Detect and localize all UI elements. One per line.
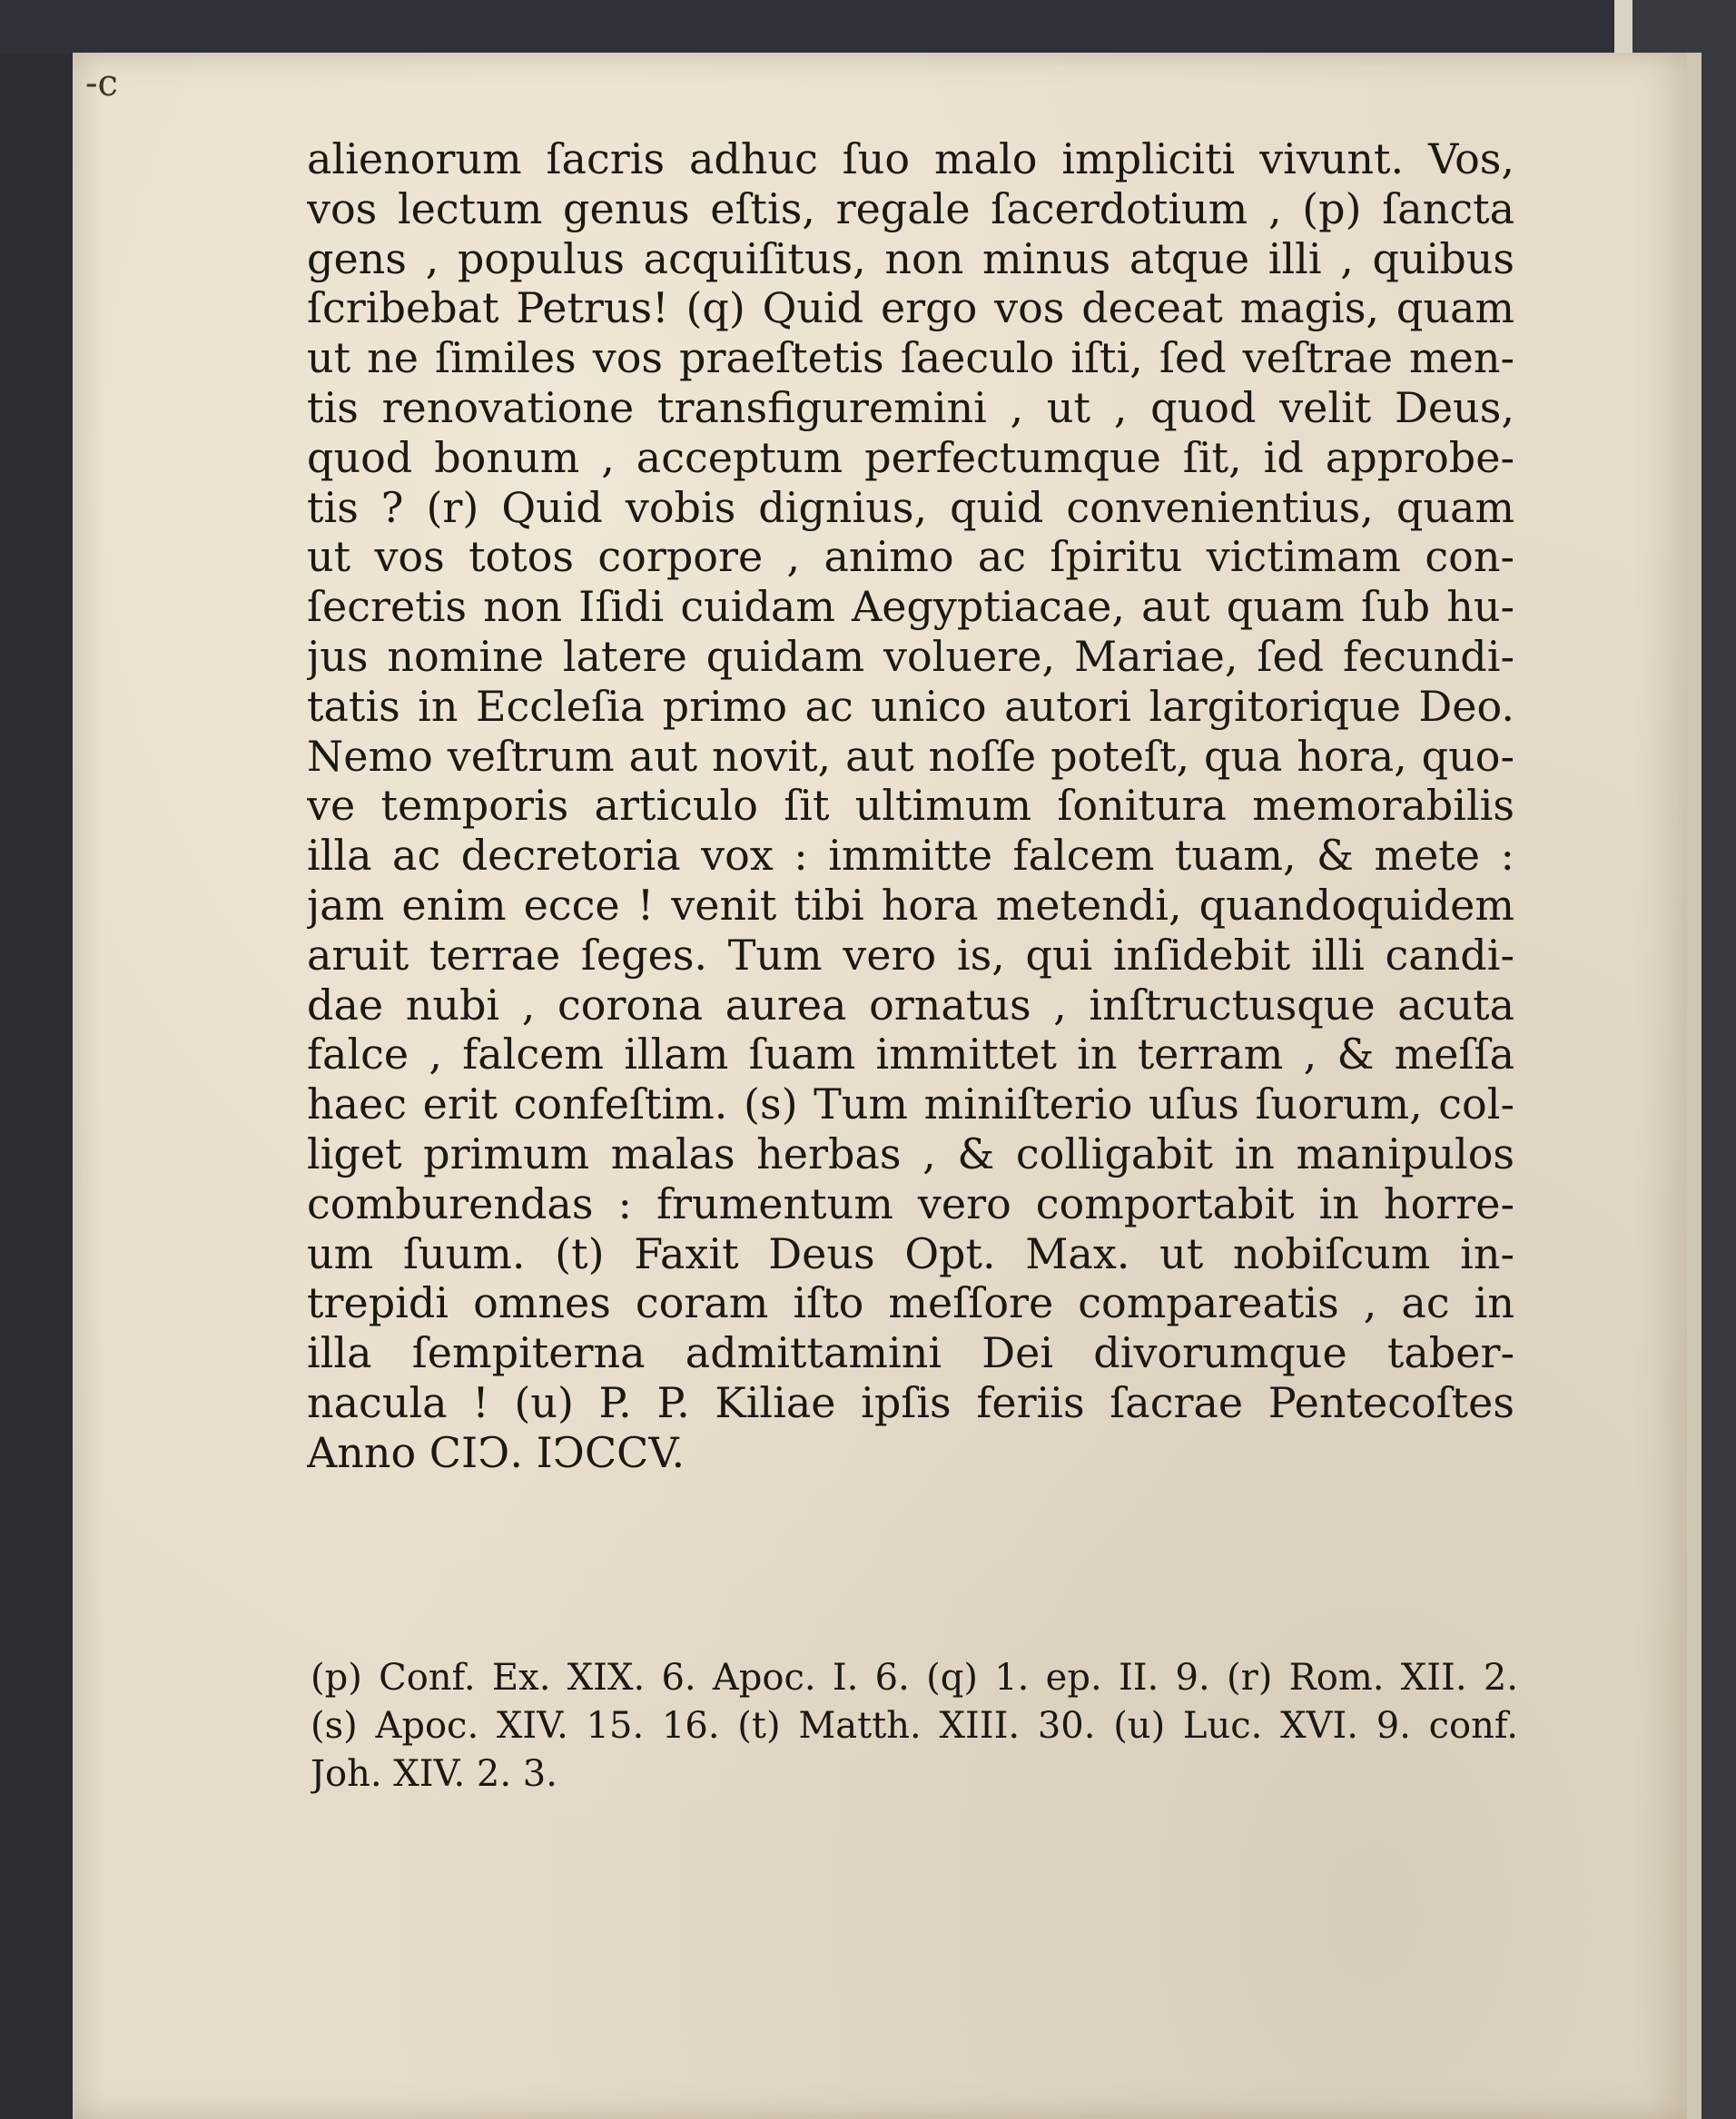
text-line-date: Anno CIↃ. IↃCCV.: [307, 1427, 686, 1477]
text-line: tis renovatione transfiguremini , ut , quod velit Deus,: [307, 382, 1514, 432]
text-line: tis ? (r) Quid vobis dignius, quid convenientius, quam: [307, 482, 1514, 532]
text-line: ut vos totos corpore , animo ac ſpiritu victimam con-: [307, 532, 1514, 582]
text-line: quod bonum , acceptum perfectumque ſit, id approbe-: [307, 432, 1514, 482]
footnote-line: Joh. XIV. 2. 3.: [311, 1753, 557, 1795]
text-line: illa ſempiterna admittamini Dei divorumque taber-: [307, 1328, 1514, 1378]
text-line: Nemo veſtrum aut novit, aut noſſe poteſt, qua hora, quo-: [307, 731, 1514, 781]
text-line: tatis in Eccleſia primo ac unico autori largitorique Deo.: [307, 681, 1514, 731]
text-line: alienorum ſacris adhuc ſuo malo impliciti vivunt. Vos,: [307, 134, 1514, 183]
text-line: aruit terrae ſeges. Tum vero is, qui inſidebit illi candi-: [307, 930, 1514, 980]
text-line: um ſuum. (t) Faxit Deus Opt. Max. ut nobiſcum in-: [307, 1228, 1514, 1278]
text-line: gens , populus acquiſitus, non minus atque illi , quibus: [307, 233, 1514, 283]
text-line: ſcribebat Petrus! (q) Quid ergo vos deceat magis, quam: [307, 283, 1514, 333]
text-line: ve temporis articulo ſit ultimum ſonitura memorabilis: [307, 781, 1514, 831]
text-line: dae nubi , corona aurea ornatus , inſtructusque acuta: [307, 980, 1514, 1030]
text-line: ſecretis non Iſidi cuidam Aegyptiacae, aut quam ſub hu-: [307, 582, 1514, 632]
text-line: falce , falcem illam ſuam immittet in terram , & meſſa: [307, 1030, 1514, 1079]
footnotes: [311, 1654, 1518, 1799]
text-line: jam enim ecce ! venit tibi hora metendi, quandoquidem: [307, 880, 1514, 930]
text-line: illa ac decretoria vox : immitte falcem tuam, & mete :: [307, 831, 1514, 881]
footnote-line: (p) Conf. Ex. XIX. 6. Apoc. I. 6. (q) 1. ep. II. 9. (r) Rom. XII. 2.: [311, 1657, 1518, 1699]
text-line: comburendas : frumentum vero comportabit in horre-: [307, 1178, 1514, 1228]
text-line: nacula ! (u) P. P. Kiliae ipſis feriis ſacrae Pentecoſtes: [307, 1377, 1514, 1427]
corner-mark: -c: [85, 63, 118, 104]
text-line: liget primum malas herbas , & colligabit in manipulos: [307, 1128, 1514, 1178]
text-line: vos lectum genus eſtis, regale ſacerdotium , (p) ſancta: [307, 183, 1514, 233]
body-text: [307, 134, 1514, 1478]
text-line: haec erit confeſtim. (s) Tum miniſterio uſus ſuorum, col-: [307, 1079, 1514, 1129]
footnote-line: (s) Apoc. XIV. 15. 16. (t) Matth. XIII. 30. (u) Luc. XVI. 9. conf.: [311, 1705, 1518, 1747]
scan-backdrop-top: [0, 0, 1736, 54]
text-line: jus nomine latere quidam voluere, Mariae, ſed fecundi-: [307, 631, 1514, 681]
text-line: ut ne ſimiles vos praeſtetis ſaeculo iſti, ſed veſtrae men-: [307, 333, 1514, 383]
text-line: trepidi omnes coram iſto meſſore compareatis , ac in: [307, 1278, 1514, 1328]
page-fore-edge: [1687, 53, 1701, 2119]
